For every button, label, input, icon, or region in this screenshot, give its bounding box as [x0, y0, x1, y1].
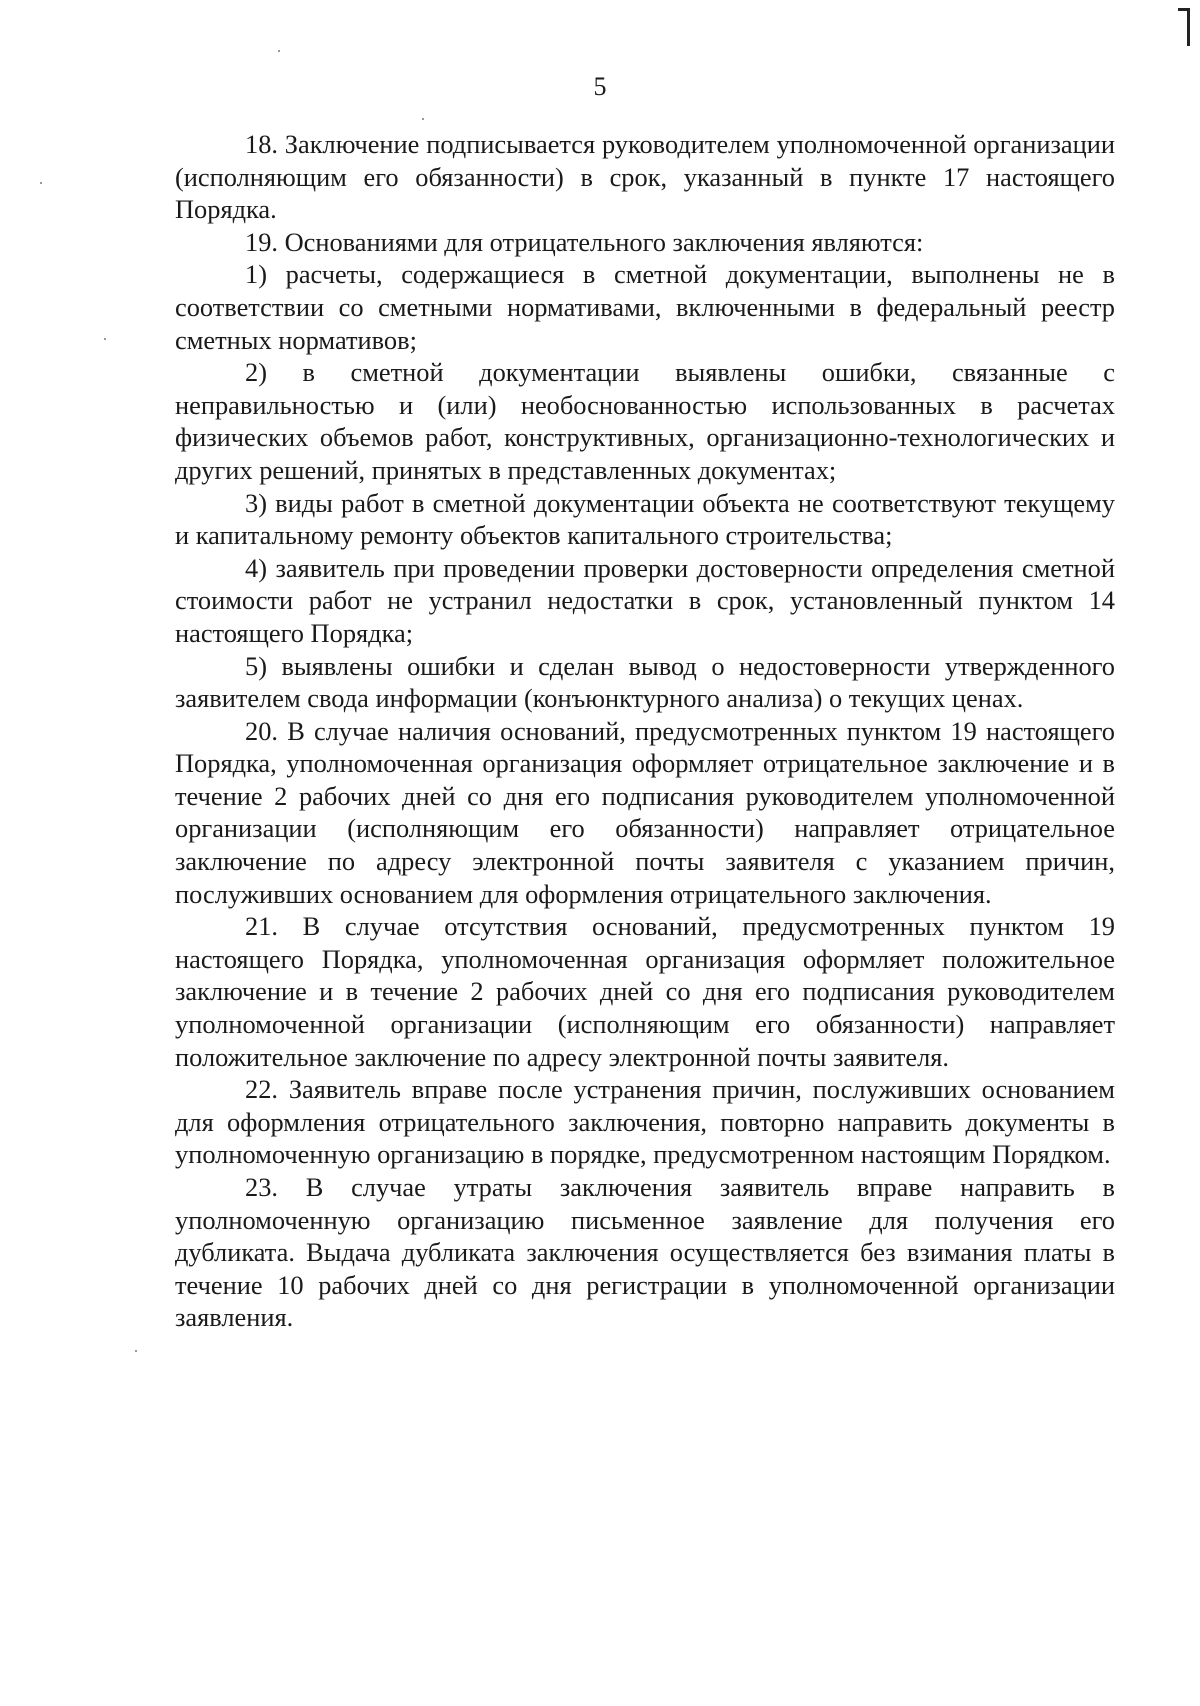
paragraph-19-item-1: 1) расчеты, содержащиеся в сметной документации, выполнены не в соответствии со сметными нормативами, включенными в федеральный реестр сметных нормативов; — [175, 259, 1115, 355]
scan-speck — [422, 118, 424, 120]
paragraph-19-item-3: 3) виды работ в сметной документации объекта не соответствуют текущему и капитальному ремонту объектов капитального строительства; — [175, 487, 1115, 551]
scan-corner-mark — [1178, 8, 1190, 46]
paragraph-23: 23. В случае утраты заключения заявитель вправе направить в уполномоченную организацию письменное заявление для получения его дубликата. Выдача дубликата заключения осуществляется без взимания платы в течение 10 рабочих дней со дня регистрации в уполномоченной организации заявления. — [175, 1172, 1115, 1333]
page-number: 5 — [593, 72, 607, 101]
paragraph-19-item-2: 2) в сметной документации выявлены ошибки, связанные с неправильностью и (или) необоснованностью использованных в расчетах физических объемов работ, конструктивных, организационно-технологических и других решений, принятых в представленных документах; — [175, 357, 1115, 485]
paragraph-19-item-5: 5) выявлены ошибки и сделан вывод о недостоверности утвержденного заявителем свода информации (конъюнктурного анализа) о текущих ценах. — [175, 650, 1115, 714]
paragraph-20: 20. В случае наличия оснований, предусмотренных пунктом 19 настоящего Порядка, уполномоченная организация оформляет отрицательное заключение и в течение 2 рабочих дней со дня его подписания руководителем уполномоченной организации (исполняющим его обязанности) направляет отрицательное заключение по адресу электронной почты заявителя с указанием причин, послуживших основанием для оформления отрицательного заключения. — [175, 715, 1115, 909]
scan-speck — [104, 338, 106, 340]
scan-speck — [135, 1350, 137, 1352]
paragraph-22: 22. Заявитель вправе после устранения причин, послуживших основанием для оформления отрицательного заключения, повторно направить документы в уполномоченную организацию в порядке, предусмотренном настоящим Порядком. — [175, 1074, 1115, 1170]
paragraph-19-item-4: 4) заявитель при проведении проверки достоверности определения сметной стоимости работ не устранил недостатки в срок, установленный пунктом 14 настоящего Порядка; — [175, 552, 1115, 648]
scan-speck — [278, 50, 280, 52]
document-body — [175, 128, 1115, 1334]
paragraph-19: 19. Основаниями для отрицательного заключения являются: — [245, 226, 924, 257]
paragraph-18: 18. Заключение подписывается руководителем уполномоченной организации (исполняющим его обязанности) в срок, указанный в пункте 17 настоящего Порядка. — [175, 129, 1115, 225]
scan-speck — [40, 182, 42, 184]
paragraph-21: 21. В случае отсутствия оснований, предусмотренных пунктом 19 настоящего Порядка, уполномоченная организация оформляет положительное заключение и в течение 2 рабочих дней со дня его подписания руководителем уполномоченной организации (исполняющим его обязанности) направляет положительное заключение по адресу электронной почты заявителя. — [175, 911, 1115, 1072]
